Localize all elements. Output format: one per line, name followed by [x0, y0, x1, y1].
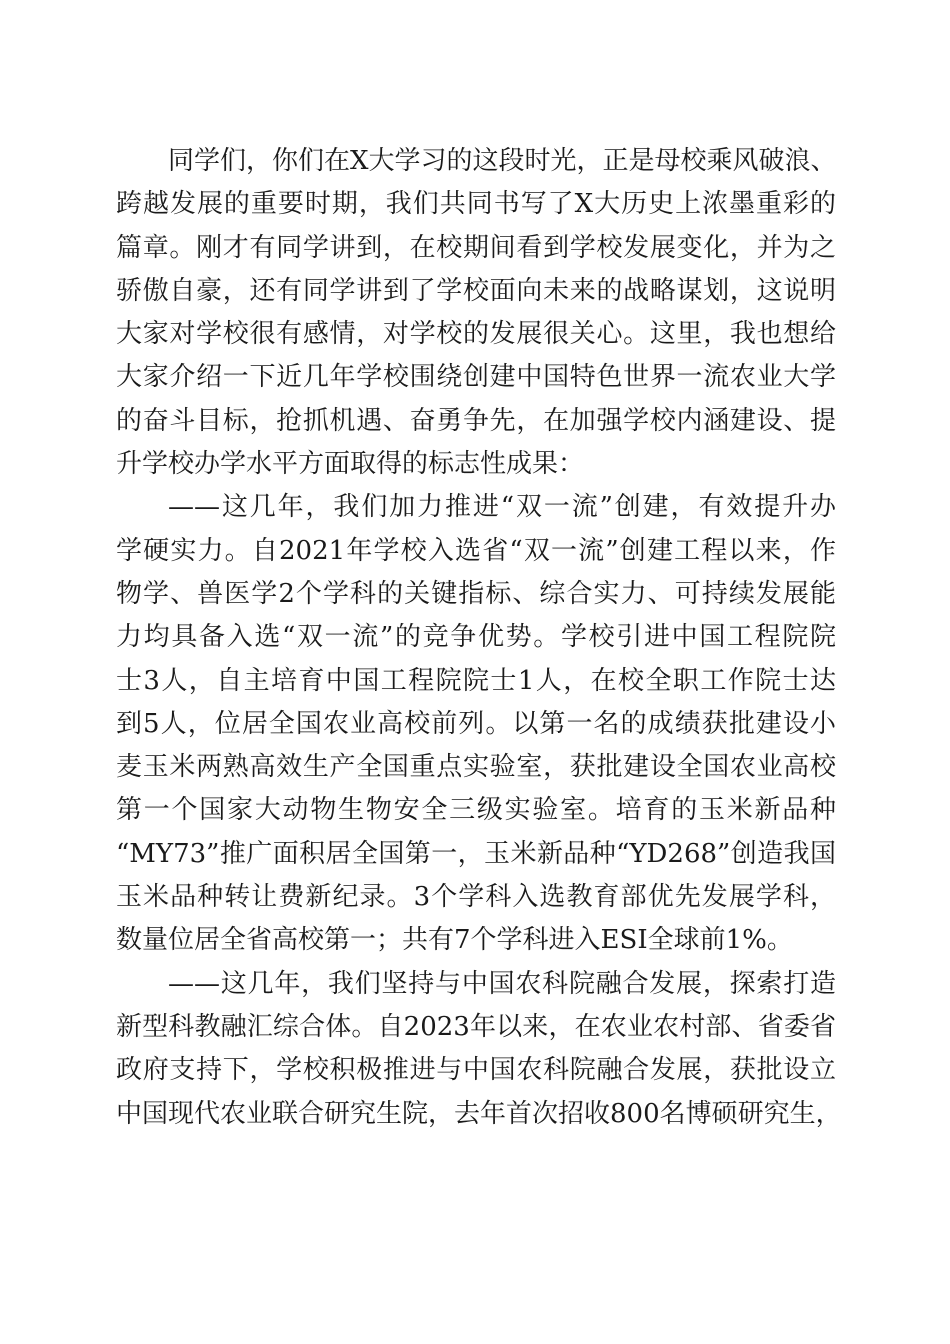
text-line: 升学校办学水平方面取得的标志性成果： [116, 449, 585, 480]
text-line: 到5人，位居全国农业高校前列。以第一名的成绩获批建设小 [116, 708, 836, 739]
paragraph-caas-integration [116, 963, 842, 1136]
text-line: 中国现代农业联合研究生院，去年首次招收800名博硕研究生， [116, 1098, 842, 1129]
text-line: 跨越发展的重要时期，我们共同书写了X大历史上浓墨重彩的 [116, 189, 836, 220]
text-line: 同学们，你们在X大学习的这段时光，正是母校乘风破浪、 [168, 146, 837, 176]
text-line: 新型科教融汇综合体。自2023年以来，在农业农村部、省委省 [116, 1011, 836, 1042]
text-line: 的奋斗目标，抢抓机遇、奋勇争先，在加强学校内涵建设、提 [116, 405, 836, 436]
paragraph-double-first-class [116, 486, 836, 962]
text-line: 力均具备入选“双一流”的竞争优势。学校引进中国工程院院 [116, 622, 836, 653]
text-line: ——这几年，我们坚持与中国农科院融合发展，探索打造 [168, 968, 836, 999]
text-line: 第一个国家大动物生物安全三级实验室。培育的玉米新品种 [116, 795, 836, 826]
text-line: ——这几年，我们加力推进“双一流”创建，有效提升办 [168, 492, 836, 523]
text-line: 士3人，自主培育中国工程院院士1人，在校全职工作院士达 [116, 665, 836, 696]
text-line: 学硬实力。自2021年学校入选省“双一流”创建工程以来，作 [116, 535, 836, 566]
text-line: 骄傲自豪，还有同学讲到了学校面向未来的战略谋划，这说明 [116, 275, 836, 306]
document-body [116, 140, 842, 1136]
paragraph-intro [116, 140, 836, 486]
text-line: 大家介绍一下近几年学校围绕创建中国特色世界一流农业大学 [116, 362, 836, 393]
text-line: 政府支持下，学校积极推进与中国农科院融合发展，获批设立 [116, 1055, 836, 1086]
text-line: 大家对学校很有感情，对学校的发展很关心。这里，我也想给 [116, 319, 836, 350]
text-line: 物学、兽医学2个学科的关键指标、综合实力、可持续发展能 [116, 578, 836, 609]
text-line: 篇章。刚才有同学讲到，在校期间看到学校发展变化，并为之 [116, 232, 836, 263]
text-line: 麦玉米两熟高效生产全国重点实验室，获批建设全国农业高校 [116, 752, 836, 783]
text-line: 数量位居全省高校第一；共有7个学科进入ESI全球前1%。 [116, 925, 793, 956]
text-line: “MY73”推广面积居全国第一，玉米新品种“YD268”创造我国 [116, 838, 836, 869]
text-line: 玉米品种转让费新纪录。3个学科入选教育部优先发展学科， [116, 882, 836, 913]
